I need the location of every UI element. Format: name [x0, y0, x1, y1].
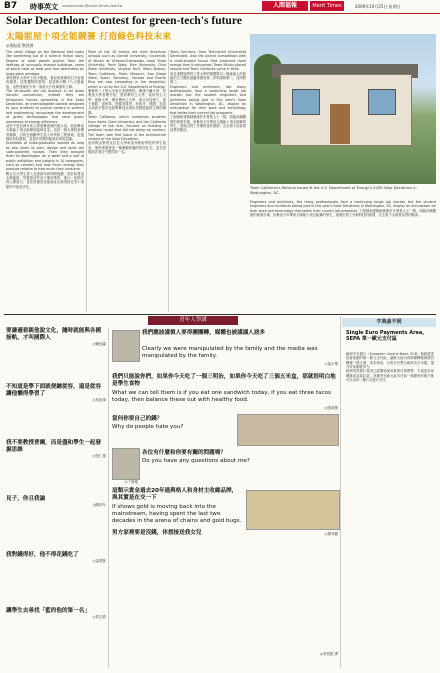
col3-zh-para-2: 工程師和建築師就像許多專業人士一樣，面臨持續艱困的就業市場，但參加今年華府太陽能十項全能賽的學生，展現出對工作與科技的熱情，完全看不出就業前景的黯淡。 — [170, 115, 246, 133]
col3-zh-para: 來自達姆施塔特工業大學的德國隊以一棟產能大於耗能的立方體房屋贏得總冠軍，伊利諾隊第二，加州隊第三。 — [170, 71, 246, 85]
article-column-2 — [88, 50, 166, 312]
sidebar-heading: 字典曲不到 — [342, 318, 436, 327]
youth-item — [6, 552, 106, 608]
headline: Solar Decathlon: Contest for green-tech's future — [6, 15, 242, 27]
article-column-3 — [170, 50, 246, 312]
author-photo — [112, 330, 140, 362]
continued-en: Engineers and architects, like many professionals, face a continuing tough job market, but the student engineers and architects taking part in this year's Solar Decathlon in Washington, DC, display an enthusiasm for their work and technology that belies their current job prospects. — [250, 200, 436, 213]
q4-headline-en: If shows gold is moving back into the mainstream, having spent the last two decades in the arena of chains and gold bugs. — [112, 504, 242, 524]
col2-en-para: Most of the 20 teams are from American schools such as Cornell University, University of Illinois at Urbana-Champaign, Iowa State University, Penn State, Rice University, Ohio State University, Virginia Tech, Team Boston, Team California, Team Missouri, San Diego State, Spain, Germany, Canada and Puerto Rico are also competing in the decathlon, which is run by the U.S. Department of Energy. — [88, 50, 166, 89]
youth-item — [6, 328, 106, 384]
column-divider — [86, 50, 87, 312]
feature-author: ◎黃小華 — [324, 362, 338, 366]
issue-date: 2009年10月25日 星期日 — [355, 4, 401, 9]
q3-headline-zh: 各位有什麼和你要有關的問題嗎？ — [142, 450, 226, 456]
col1-zh-para-3: 數百名大學生投入長達兩年的時間規劃、設計和建造太陽能屋，然後把這些房子運到華府，進行一星期半的公開展示，並在舒適度及能源產出與消耗比等十項類別中接受評比。 — [6, 171, 84, 189]
q5-headline-zh: 男方家裡要是沒錢，休想接送我女兒 — [112, 530, 202, 536]
contact-email: newsmonitor@merit-times.com.tw — [62, 4, 123, 8]
q2-headline-zh: 當何你要自己的錢？ — [112, 416, 163, 422]
youth-item-headline: 要謙遜看親他說文化，隨時就能與各國接軌，才叫國際人 — [6, 328, 102, 341]
col3-en-para: Team Germany, from Technische Universität Darmstadt, won the overall competition with a cube-shaped house that produced more energy than it consumed. Team Illinois placed second and Team California came in third. — [170, 50, 246, 72]
feature-headline-zh: 我們應該謹慎人要得團團轉，媒體也被謹謹人惡多 — [142, 330, 266, 336]
column-divider — [168, 50, 169, 312]
col2-zh-para-2: 加州隊由聖塔克拉拉大學和加州藝術學院的學生組成，他們著重建造一棟兼顧舒適的實用住宅，並在建築設計項目中獲得第一名。 — [88, 141, 166, 154]
byline: ◎黃振遠 教授譯 — [6, 43, 34, 48]
youth-item-author: ◎蔡文凱 — [92, 615, 106, 619]
page-header — [0, 0, 440, 14]
youth-item-headline: 不知道是學下面就便總從容，還是從容讓他懶得學習了 — [6, 384, 102, 397]
sidebar-title: Single Euro Payments Area, SEPA 單一歐元支付區 — [346, 330, 425, 342]
col2-en-para-2: Team California, which comprises students from Santa Clara University and the California College of the Arts, focused on building a practical house that did not skimp on comfort. The team won first place in the architecture contest of the Solar Decathlon. — [88, 115, 166, 141]
solar-house-photo — [250, 34, 436, 184]
q4-headline-zh: 這類示貴金過去20年過與格人和身材主收緣品牌，與其實是在交一下 — [112, 488, 238, 501]
sidebar-para: 歐洲中央銀行（European Central Bank, ECB）與歐盟委員會推動的單一歐元支付區，讓歐元區內的跨國轉帳與國內轉帳一樣方便、成本相同，目的在於整合歐洲支付市場，提升效率與競爭力。 — [346, 352, 434, 370]
youth-item — [6, 496, 106, 552]
q2-headline-en: Why do people hate you? — [112, 424, 184, 430]
col3-en-para-2: Engineers and architects, like many professionals, face a continuing tough job market, but the student engineers and architects taking part in this year's Solar Decathlon in Washington, DC, display an enthusiasm for their work and technology that belies their current job prospects. — [170, 84, 246, 115]
subheadline: 太陽能屋十項全能競賽 打造綠色科技未來 — [6, 32, 172, 42]
youth-item — [6, 384, 106, 440]
youth-item-headline: 我不要教授普爾，而是盡和學生一起發掘思維 — [6, 440, 102, 453]
youth-item-author: ◎陳伯年 — [92, 503, 106, 507]
q1-headline-en: What we can tell them is if you eat one sandwich today, if you eat three tacos today, then balance these out with healthy food. — [112, 390, 331, 403]
youth-item-author: ◎蕭建豪 — [92, 559, 106, 563]
youth-section-banner: 青年人學講 — [148, 316, 238, 325]
q1-headline-zh: 我們只能說你們，如果你今天吃了一個三明治，如果你今天吃了三個五米盒，那就很明白地是學生食物 — [112, 374, 336, 387]
col1-en-para-3: Hundreds of undergraduates worked as long as two years to plan, design and build the solar-powered houses. Then they brought them to Washington for a week and a half of public exhibition and judging in 10 categories, such as comfort and how much energy they produce relative to how much they consume. — [6, 141, 84, 172]
section-divider — [4, 314, 436, 315]
youth-left-column — [6, 328, 106, 668]
youth-item-headline: 我對錢得好，他不得花錢吃了 — [6, 552, 79, 558]
newspaper-logo: 人間福報 — [262, 1, 308, 11]
youth-item — [6, 440, 106, 496]
article-column-1 — [6, 50, 84, 312]
col1-zh-para: 華府國家大草坪上的小聚落，看起來就像科幻小說裡的場景。造型獨特的建物，屋頂伸出數十片太陽能板，這些建築至少有一面被大片玻璃窗所主導。 — [6, 76, 84, 89]
q1-author: ◎張莉慧 — [324, 406, 338, 410]
youth-item-author: ◎張仁德 — [92, 454, 106, 458]
merit-times-label: Merit Times — [310, 1, 344, 11]
q5-author: ◎楊秀麗 — [324, 532, 338, 536]
col1-en-para-2: The structures are not displays in an Asian futurist convention; instead they are temporary homes competing in the Solar Decathlon, an intercollegiate contest designed to spur students to pursue careers in science and engineering, encourage the development of green technologies and raise public awareness of energy-efficiency. — [6, 89, 84, 124]
section-title: 時事英文 — [30, 3, 58, 11]
news-photo — [237, 414, 339, 446]
col1-zh-para-2: 這些不是亞洲未來主義展覽會裡的展示品，而是參加太陽能十項全能賽的臨時住宅。這是一個大專院校間的競賽，目的在鼓勵學生投入科學和工程領域、促進綠色科技發展，並提升民眾對能源效率的認識。 — [6, 123, 84, 141]
youth-item — [6, 608, 106, 664]
youth-item-headline: 讓學生去尋找「藍的他的第一名」 — [6, 608, 90, 614]
youth-item-headline: 見子，你且我論 — [6, 496, 46, 502]
feature-headline-en: Clearly we were manipulated by the family and the media was manipulated by the family. — [142, 346, 318, 359]
column-divider — [340, 316, 341, 668]
footer-author: ◎黃柏凱 譯 — [319, 652, 338, 656]
youth-item-author: ◎賴冠霖 — [92, 342, 106, 346]
author-photo — [112, 448, 140, 480]
sidebar-body — [346, 352, 434, 502]
photo-caption: Team California's Refocus house at the U.S. Department of Energy's 2009 Solar Decathlon in Washington, DC. — [250, 186, 417, 195]
column-divider — [108, 328, 109, 668]
window — [368, 89, 396, 115]
page-number: B7 — [4, 1, 18, 11]
news-photo — [246, 490, 340, 530]
q3-headline-en: Do you have any questions about me? — [142, 458, 250, 464]
col1-en-para: The small village on the National Mall looks like something out of a science fiction story. Dozens of solar panels project from the rooftops of unusually shaped buildings, some of which have at least one face dominated by large glass windows. — [6, 50, 84, 76]
col2-zh-para: 參賽的二十隊大多來自美國學校，像康乃爾大學、伊利諾大學香檳分校、愛荷華州立大學、賓州州立大學、萊斯大學、俄亥俄州立大學、維吉尼亞理工、波士頓隊、加州隊、密蘇里隊等，西班牙、德國、加拿大和波多黎各也派隊參加這項由美國能源部主辦的競賽。 — [88, 89, 166, 115]
sidebar-para-2: 歐洲零售銀行業者已經開始採用新的付款標準，不論是信用轉帳或直接扣款，消費者在歐元區內任何一個國家的帳戶都可以用同一種方式進行支付。 — [346, 369, 434, 383]
window — [292, 89, 320, 115]
youth-item-author: ◎吳政璋 — [92, 398, 106, 402]
q3-author: ◎丁聖雅 — [124, 480, 138, 484]
continued-zh: 工程師和建築師就像許多專業人士一樣，面臨持續艱困的就業市場，但參加今年華府太陽能十項全能賽的學生，展現出對工作與科技的熱情，完全看不出就業前景的黯淡。 — [250, 208, 436, 218]
door — [330, 104, 350, 144]
article-continued — [250, 200, 436, 312]
